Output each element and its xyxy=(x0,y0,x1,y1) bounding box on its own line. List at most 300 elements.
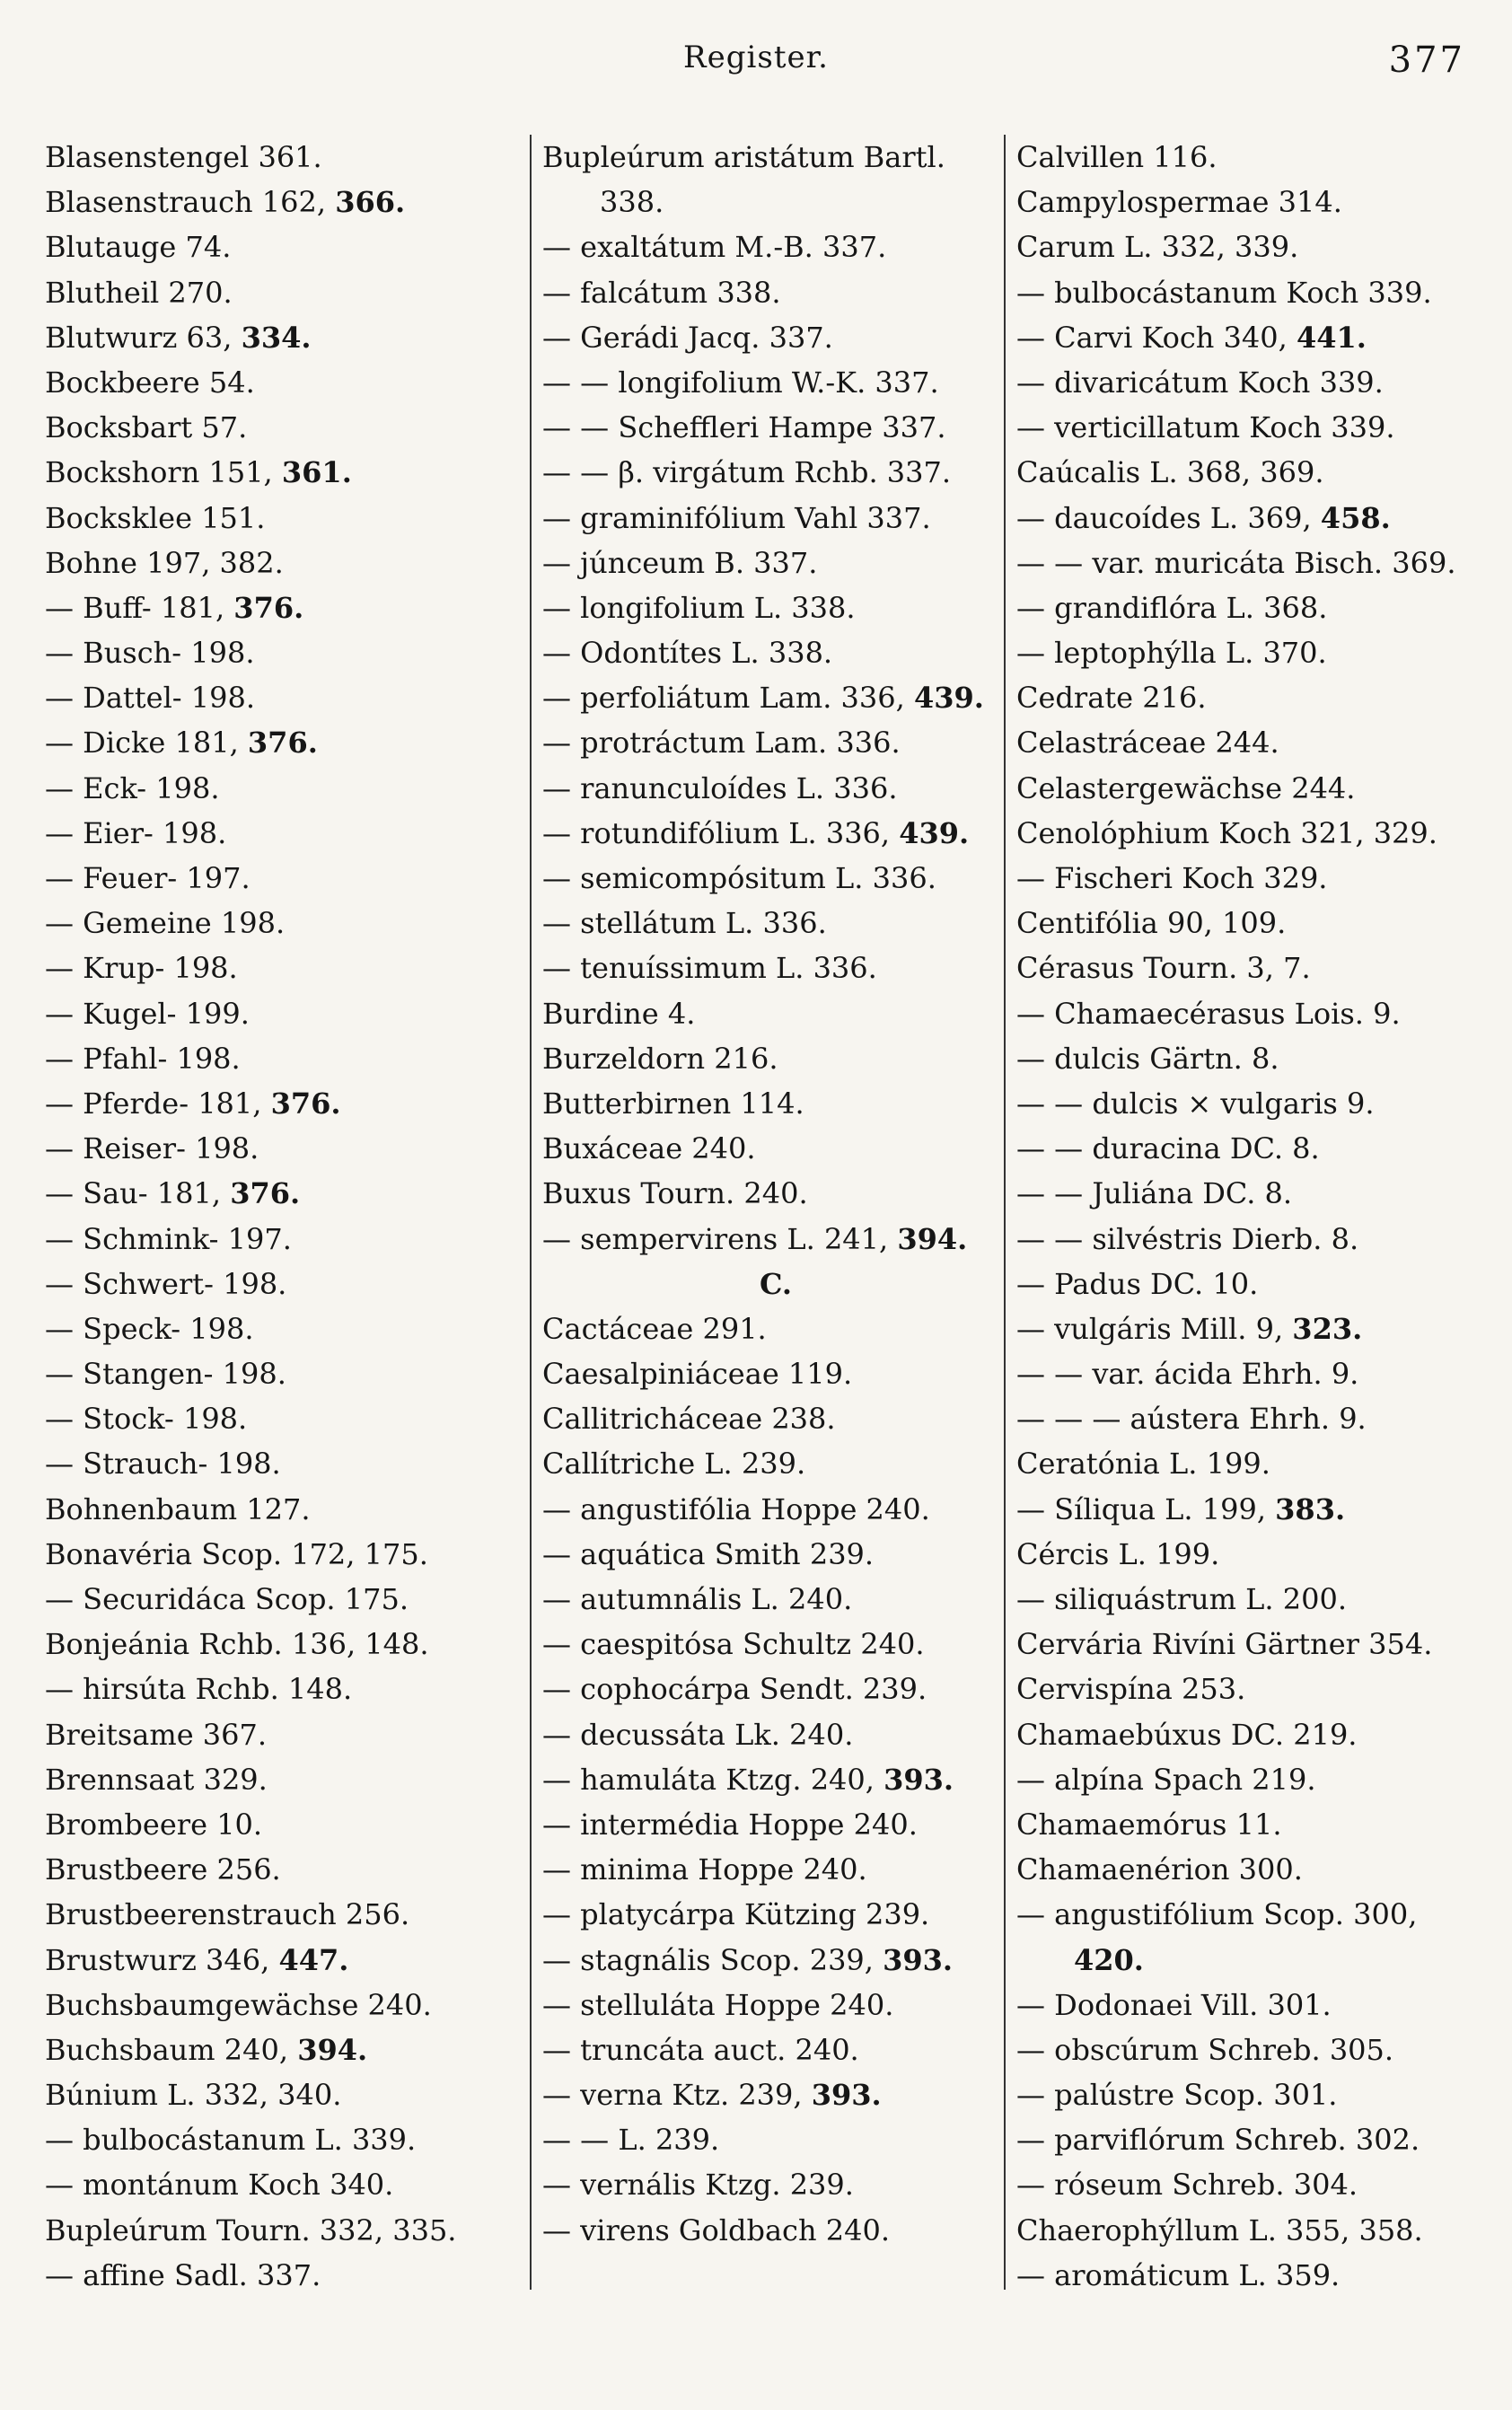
entry-text: — ranunculoídes L. 336. xyxy=(542,770,898,805)
index-entry xyxy=(1016,541,1479,585)
index-entry xyxy=(45,360,512,405)
index-entry xyxy=(45,1983,512,2027)
entry-text: — dulcis Gärtn. 8. xyxy=(1016,1041,1279,1076)
bold-page-ref: 366. xyxy=(335,185,406,220)
index-entry xyxy=(542,2117,1009,2162)
entry-text: — — Juliána DC. 8. xyxy=(1016,1176,1293,1211)
index-entry xyxy=(45,135,512,180)
index-entry xyxy=(542,360,1009,405)
entry-text: — stagnális Scop. 239, xyxy=(542,1942,883,1977)
entry-text: Burzeldorn 216. xyxy=(542,1041,778,1076)
entry-text: — perfoliátum Lam. 336, xyxy=(542,681,914,716)
entry-text: — vulgáris Mill. 9, xyxy=(1016,1311,1293,1346)
entry-text: — stellátum L. 336. xyxy=(542,906,827,941)
index-entry xyxy=(45,1667,512,1711)
index-entry xyxy=(1016,1847,1479,1892)
entry-text: — graminifólium Vahl 337. xyxy=(542,500,931,535)
running-title: Register. xyxy=(683,40,829,75)
entry-text: Blutwurz 63, xyxy=(45,320,242,355)
entry-text: Bonavéria Scop. 172, 175. xyxy=(45,1536,428,1571)
index-entry xyxy=(542,630,1009,675)
entry-text: — Stangen- 198. xyxy=(45,1357,286,1392)
entry-text: Blasenstengel 361. xyxy=(45,140,322,174)
bold-page-ref: 323. xyxy=(1292,1311,1363,1346)
index-entry xyxy=(542,1802,1009,1847)
index-entry xyxy=(45,2162,512,2207)
entry-text: Blutheil 270. xyxy=(45,275,233,310)
entry-text: — divaricátum Koch 339. xyxy=(1016,365,1384,400)
entry-text: — — longifolium W.-K. 337. xyxy=(542,365,939,400)
entry-text: — Speck- 198. xyxy=(45,1311,254,1346)
index-entry xyxy=(542,1532,1009,1577)
index-entry xyxy=(45,1351,512,1396)
index-entry xyxy=(542,720,1009,765)
entry-text: — Chamaecérasus Lois. 9. xyxy=(1016,996,1401,1031)
entry-text: — autumnális L. 240. xyxy=(542,1582,853,1616)
index-entry xyxy=(45,1532,512,1577)
index-entry xyxy=(45,315,512,360)
index-entry xyxy=(1016,2072,1479,2117)
entry-text: — Dattel- 198. xyxy=(45,681,256,716)
entry-text: — — duracina DC. 8. xyxy=(1016,1131,1320,1166)
index-column-1 xyxy=(45,135,512,2290)
entry-text: — virens Goldbach 240. xyxy=(542,2212,890,2247)
entry-text: Burdine 4. xyxy=(542,996,696,1031)
index-entry xyxy=(1016,2253,1479,2298)
entry-text: — Odontítes L. 338. xyxy=(542,636,833,671)
index-entry xyxy=(542,1577,1009,1622)
entry-text: — Strauch- 198. xyxy=(45,1447,281,1482)
index-entry xyxy=(1016,811,1479,856)
entry-text: Bockshorn 151, xyxy=(45,455,282,490)
index-entry xyxy=(542,1351,1009,1396)
entry-text: Callítriche L. 239. xyxy=(542,1447,806,1482)
index-entry xyxy=(542,856,1009,901)
entry-text: — intermédia Hoppe 240. xyxy=(542,1807,918,1842)
bold-page-ref: 376. xyxy=(247,726,318,761)
index-entry xyxy=(542,1126,1009,1171)
entry-text: C. xyxy=(759,1266,793,1301)
index-entry xyxy=(542,675,1009,720)
entry-text: — verna Ktz. 239, xyxy=(542,2078,812,2113)
index-entry xyxy=(1016,1262,1479,1306)
entry-text: — daucoídes L. 369, xyxy=(1016,500,1321,535)
index-entry xyxy=(45,1712,512,1757)
entry-text: Calvillen 116. xyxy=(1016,140,1218,174)
index-entry xyxy=(45,496,512,541)
index-entry xyxy=(1016,766,1479,811)
entry-text: Cervispína 253. xyxy=(1016,1672,1246,1707)
index-entry xyxy=(45,270,512,315)
entry-text: Bocksklee 151. xyxy=(45,500,266,535)
index-entry xyxy=(1016,1983,1479,2027)
index-entry xyxy=(1016,675,1479,720)
running-head xyxy=(0,40,1512,93)
index-entry xyxy=(542,1712,1009,1757)
index-entry xyxy=(1016,991,1479,1036)
entry-text: Chaerophýllum L. 355, 358. xyxy=(1016,2212,1423,2247)
entry-text: Brennsaat 329. xyxy=(45,1762,268,1797)
index-entry xyxy=(45,585,512,630)
entry-text: Bockbeere 54. xyxy=(45,365,255,400)
entry-text: — vernális Ktzg. 239. xyxy=(542,2168,854,2203)
entry-text: Cércis L. 199. xyxy=(1016,1536,1220,1571)
index-columns xyxy=(45,135,1472,2388)
entry-text: — verticillatum Koch 339. xyxy=(1016,410,1395,445)
index-entry xyxy=(542,405,1009,450)
entry-text: — siliquástrum L. 200. xyxy=(1016,1582,1348,1616)
index-entry xyxy=(1016,180,1479,224)
index-entry xyxy=(1016,901,1479,946)
entry-text: — grandiflóra L. 368. xyxy=(1016,590,1328,625)
entry-text: — caespitósa Schultz 240. xyxy=(542,1627,925,1662)
entry-text: Butterbirnen 114. xyxy=(542,1086,804,1121)
index-entry xyxy=(542,1983,1009,2027)
index-entry xyxy=(1016,1217,1479,1262)
entry-text: — Carvi Koch 340, xyxy=(1016,320,1297,355)
index-entry xyxy=(45,1036,512,1081)
entry-text: — júnceum B. 337. xyxy=(542,545,818,580)
index-entry xyxy=(1016,270,1479,315)
bold-page-ref: 334. xyxy=(241,320,312,355)
entry-text: — róseum Schreb. 304. xyxy=(1016,2168,1358,2203)
index-entry xyxy=(45,856,512,901)
index-entry xyxy=(45,2027,512,2072)
index-entry xyxy=(45,1262,512,1306)
entry-text: — Sau- 181, xyxy=(45,1176,231,1211)
index-entry xyxy=(1016,1532,1479,1577)
index-entry xyxy=(45,1938,512,1983)
index-entry xyxy=(45,2253,512,2298)
index-entry xyxy=(542,1306,1009,1351)
index-entry xyxy=(542,1757,1009,1802)
entry-text: Callitricháceae 238. xyxy=(542,1402,836,1437)
entry-text: — platycárpa Kützing 239. xyxy=(542,1897,930,1932)
bold-page-ref: 393. xyxy=(883,1762,954,1797)
index-entry xyxy=(45,1126,512,1171)
index-entry xyxy=(45,2117,512,2162)
index-entry xyxy=(1016,856,1479,901)
index-entry xyxy=(542,224,1009,269)
entry-text: — decussáta Lk. 240. xyxy=(542,1717,854,1752)
index-entry xyxy=(542,946,1009,990)
index-entry xyxy=(542,1938,1009,1983)
index-entry xyxy=(45,2208,512,2253)
bold-page-ref: 376. xyxy=(230,1176,301,1211)
bold-page-ref: 439. xyxy=(913,681,984,716)
index-entry xyxy=(1016,1487,1479,1532)
entry-text: — — dulcis × vulgaris 9. xyxy=(1016,1086,1375,1121)
entry-text: — semicompósitum L. 336. xyxy=(542,861,936,895)
index-entry xyxy=(542,2072,1009,2117)
entry-text: Cedrate 216. xyxy=(1016,681,1207,716)
entry-text: Cervária Rivíni Gärtner 354. xyxy=(1016,1627,1433,1662)
entry-text: — — — aústera Ehrh. 9. xyxy=(1016,1402,1367,1437)
entry-text: — protráctum Lam. 336. xyxy=(542,726,901,761)
index-entry xyxy=(45,405,512,450)
entry-text: — — silvéstris Dierb. 8. xyxy=(1016,1221,1359,1256)
entry-text: — — var. muricáta Bisch. 369. xyxy=(1016,545,1456,580)
entry-text: Carum L. 332, 339. xyxy=(1016,230,1299,265)
index-entry xyxy=(1016,1892,1479,1937)
index-entry xyxy=(1016,1396,1479,1441)
entry-text: — tenuíssimum L. 336. xyxy=(542,951,877,986)
index-entry xyxy=(45,675,512,720)
index-entry xyxy=(1016,1757,1479,1802)
index-entry xyxy=(542,901,1009,946)
entry-text: — aromáticum L. 359. xyxy=(1016,2257,1341,2292)
entry-text: Centifólia 90, 109. xyxy=(1016,906,1287,941)
entry-text: Bupleúrum aristátum Bartl. xyxy=(542,140,945,174)
index-entry xyxy=(45,1847,512,1892)
index-entry xyxy=(1016,2027,1479,2072)
index-entry xyxy=(542,1171,1009,1216)
entry-text: Chamaenérion 300. xyxy=(1016,1852,1303,1887)
index-column-2 xyxy=(530,135,1009,2290)
bold-page-ref: 447. xyxy=(278,1942,349,1977)
entry-text: — Schmink- 197. xyxy=(45,1221,292,1256)
entry-text: — Buff- 181, xyxy=(45,590,234,625)
entry-text: — falcátum 338. xyxy=(542,275,781,310)
index-entry xyxy=(542,541,1009,585)
index-entry xyxy=(1016,1441,1479,1486)
entry-text: Campylospermae 314. xyxy=(1016,185,1342,220)
index-entry xyxy=(45,1892,512,1937)
entry-text: Buchsbaumgewächse 240. xyxy=(45,1987,432,2022)
entry-text: Buxus Tourn. 240. xyxy=(542,1176,808,1211)
index-entry xyxy=(45,1171,512,1216)
entry-text: Blutauge 74. xyxy=(45,230,232,265)
index-entry xyxy=(1016,450,1479,495)
bold-page-ref: 361. xyxy=(281,455,352,490)
entry-text: Bonjeánia Rchb. 136, 148. xyxy=(45,1627,429,1662)
index-entry xyxy=(1016,2162,1479,2207)
index-entry xyxy=(1016,630,1479,675)
index-entry xyxy=(1016,496,1479,541)
bold-page-ref: 420. xyxy=(1074,1942,1144,1977)
index-entry xyxy=(45,224,512,269)
entry-text: — stelluláta Hoppe 240. xyxy=(542,1987,894,2022)
index-entry xyxy=(542,135,1009,180)
index-entry xyxy=(45,811,512,856)
entry-text: Brustbeerenstrauch 256. xyxy=(45,1897,410,1932)
entry-text: — rotundifólium L. 336, xyxy=(542,815,900,850)
bold-page-ref: 393. xyxy=(811,2078,882,2113)
entry-text: Blasenstrauch 162, xyxy=(45,185,336,220)
index-entry xyxy=(1016,1351,1479,1396)
entry-text: — Gemeine 198. xyxy=(45,906,286,941)
bold-page-ref: 394. xyxy=(897,1221,968,1256)
entry-text: — Securidáca Scop. 175. xyxy=(45,1582,409,1616)
bold-page-ref: 383. xyxy=(1275,1491,1346,1526)
entry-text: — sempervirens L. 241, xyxy=(542,1221,898,1256)
entry-text: Buxáceae 240. xyxy=(542,1131,756,1166)
index-entry xyxy=(45,720,512,765)
index-column-3 xyxy=(1004,135,1479,2290)
index-entry xyxy=(1016,135,1479,180)
entry-text: Cérasus Tourn. 3, 7. xyxy=(1016,951,1311,986)
index-entry xyxy=(542,450,1009,495)
entry-text: — minima Hoppe 240. xyxy=(542,1852,867,1887)
index-entry xyxy=(45,1441,512,1486)
entry-text: — palústre Scop. 301. xyxy=(1016,2078,1338,2113)
index-entry xyxy=(45,1306,512,1351)
entry-text: — Fischeri Koch 329. xyxy=(1016,861,1328,895)
entry-text: Bocksbart 57. xyxy=(45,410,248,445)
entry-text: — Kugel- 199. xyxy=(45,996,250,1031)
index-entry xyxy=(45,1577,512,1622)
bold-page-ref: 376. xyxy=(233,590,304,625)
entry-text: — Pferde- 181, xyxy=(45,1086,271,1121)
index-entry xyxy=(542,1036,1009,1081)
index-entry xyxy=(1016,1938,1479,1983)
entry-text: — bulbocástanum Koch 339. xyxy=(1016,275,1432,310)
entry-text: — Pfahl- 198. xyxy=(45,1041,241,1076)
index-entry xyxy=(45,901,512,946)
entry-text: — — β. virgátum Rchb. 337. xyxy=(542,455,952,490)
entry-text: Chamaebúxus DC. 219. xyxy=(1016,1717,1358,1752)
index-entry xyxy=(1016,2117,1479,2162)
index-entry xyxy=(45,1081,512,1126)
index-entry xyxy=(45,946,512,990)
entry-text: — angustifólium Scop. 300, xyxy=(1016,1897,1418,1932)
index-entry xyxy=(45,1396,512,1441)
entry-text: — Stock- 198. xyxy=(45,1402,248,1437)
index-entry xyxy=(542,1847,1009,1892)
entry-text: — aquática Smith 239. xyxy=(542,1536,875,1571)
index-entry xyxy=(542,2208,1009,2253)
entry-text: — exaltátum M.-B. 337. xyxy=(542,230,887,265)
section-letter xyxy=(542,1262,1009,1306)
index-entry xyxy=(1016,720,1479,765)
entry-text: Cenolóphium Koch 321, 329. xyxy=(1016,815,1437,850)
entry-text: — Schwert- 198. xyxy=(45,1266,287,1301)
entry-text: — Dicke 181, xyxy=(45,726,248,761)
index-entry xyxy=(542,270,1009,315)
index-entry xyxy=(45,1487,512,1532)
index-entry xyxy=(1016,405,1479,450)
index-entry xyxy=(45,180,512,224)
index-entry xyxy=(542,1081,1009,1126)
entry-text: Celastráceae 244. xyxy=(1016,726,1279,761)
index-entry xyxy=(542,1217,1009,1262)
entry-text: — Padus DC. 10. xyxy=(1016,1266,1259,1301)
entry-text: Brustbeere 256. xyxy=(45,1852,281,1887)
index-entry xyxy=(1016,1622,1479,1667)
index-entry xyxy=(542,1667,1009,1711)
entry-text: Buchsbaum 240, xyxy=(45,2032,298,2067)
index-entry xyxy=(45,630,512,675)
entry-text: Bohnenbaum 127. xyxy=(45,1491,311,1526)
index-entry xyxy=(45,2072,512,2117)
bold-page-ref: 393. xyxy=(883,1942,954,1977)
index-entry xyxy=(542,991,1009,1036)
index-entry xyxy=(542,1396,1009,1441)
entry-text: — Eier- 198. xyxy=(45,815,227,850)
entry-text: Bupleúrum Tourn. 332, 335. xyxy=(45,2212,457,2247)
bold-page-ref: 376. xyxy=(270,1086,341,1121)
entry-text: Breitsame 367. xyxy=(45,1717,268,1752)
entry-text: Bohne 197, 382. xyxy=(45,545,284,580)
index-entry xyxy=(1016,1036,1479,1081)
index-entry xyxy=(1016,1667,1479,1711)
index-entry xyxy=(45,1802,512,1847)
entry-text: — longifolium L. 338. xyxy=(542,590,856,625)
entry-text: — Busch- 198. xyxy=(45,636,255,671)
entry-text: — parviflórum Schreb. 302. xyxy=(1016,2123,1420,2158)
bold-page-ref: 458. xyxy=(1320,500,1391,535)
entry-text: 338. xyxy=(600,185,664,220)
entry-text: — Dodonaei Vill. 301. xyxy=(1016,1987,1332,2022)
entry-text: Brustwurz 346, xyxy=(45,1942,279,1977)
entry-text: — hamuláta Ktzg. 240, xyxy=(542,1762,884,1797)
index-entry xyxy=(542,1441,1009,1486)
index-entry xyxy=(1016,1306,1479,1351)
entry-text: Chamaemórus 11. xyxy=(1016,1807,1282,1842)
entry-text: — hirsúta Rchb. 148. xyxy=(45,1672,353,1707)
entry-text: — obscúrum Schreb. 305. xyxy=(1016,2032,1394,2067)
index-entry xyxy=(542,180,1009,224)
index-entry xyxy=(45,1217,512,1262)
index-entry xyxy=(45,766,512,811)
index-entry xyxy=(542,2162,1009,2207)
index-entry xyxy=(542,2027,1009,2072)
bold-page-ref: 394. xyxy=(297,2032,368,2067)
index-entry xyxy=(45,541,512,585)
entry-text: — angustifólia Hoppe 240. xyxy=(542,1491,930,1526)
index-entry xyxy=(542,496,1009,541)
index-entry xyxy=(1016,1126,1479,1171)
index-entry xyxy=(1016,585,1479,630)
entry-text: — Krup- 198. xyxy=(45,951,238,986)
entry-text: Ceratónia L. 199. xyxy=(1016,1447,1270,1482)
entry-text: Celastergewächse 244. xyxy=(1016,770,1356,805)
index-entry xyxy=(1016,1081,1479,1126)
entry-text: — — L. 239. xyxy=(542,2123,720,2158)
entry-text: — alpína Spach 219. xyxy=(1016,1762,1316,1797)
entry-text: Búnium L. 332, 340. xyxy=(45,2078,342,2113)
index-entry xyxy=(1016,224,1479,269)
entry-text: — — Scheffleri Hampe 337. xyxy=(542,410,946,445)
entry-text: — Reiser- 198. xyxy=(45,1131,259,1166)
index-entry xyxy=(45,1622,512,1667)
entry-text: Caúcalis L. 368, 369. xyxy=(1016,455,1324,490)
index-entry xyxy=(542,811,1009,856)
index-entry xyxy=(542,1892,1009,1937)
entry-text: — Eck- 198. xyxy=(45,770,220,805)
index-entry xyxy=(1016,1712,1479,1757)
index-entry xyxy=(1016,1171,1479,1216)
entry-text: Brombeere 10. xyxy=(45,1807,263,1842)
entry-text: — Feuer- 197. xyxy=(45,861,251,895)
index-entry xyxy=(1016,2208,1479,2253)
index-entry xyxy=(45,450,512,495)
entry-text: — Gerádi Jacq. 337. xyxy=(542,320,833,355)
entry-text: — bulbocástanum L. 339. xyxy=(45,2123,417,2158)
index-entry xyxy=(1016,360,1479,405)
entry-text: — — var. ácida Ehrh. 9. xyxy=(1016,1357,1359,1392)
index-entry xyxy=(1016,946,1479,990)
index-entry xyxy=(1016,1802,1479,1847)
bold-page-ref: 441. xyxy=(1296,320,1367,355)
index-entry xyxy=(45,1757,512,1802)
index-entry xyxy=(542,766,1009,811)
index-entry xyxy=(542,1487,1009,1532)
entry-text: — affine Sadl. 337. xyxy=(45,2257,321,2292)
index-entry xyxy=(542,585,1009,630)
entry-text: — cophocárpa Sendt. 239. xyxy=(542,1672,927,1707)
page-number: 377 xyxy=(1388,40,1465,81)
